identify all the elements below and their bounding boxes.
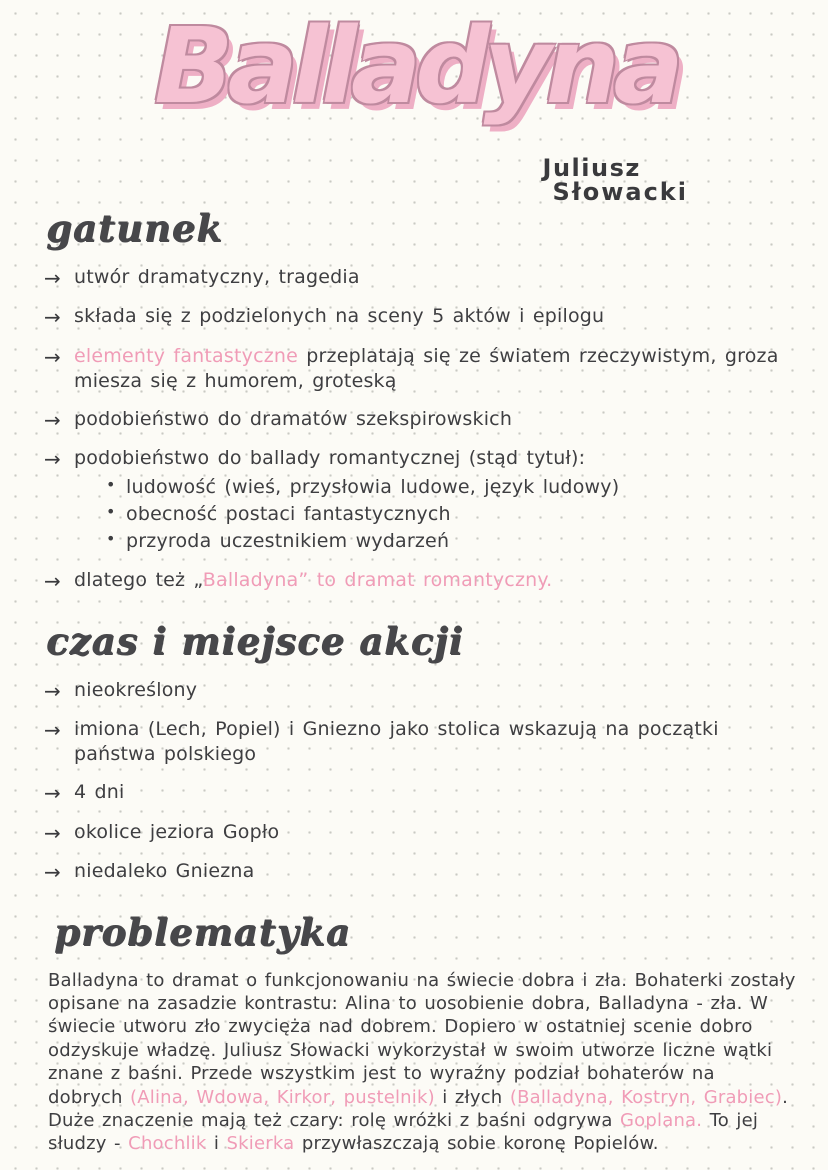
- note-item: [44, 568, 798, 594]
- bullet-icon: •: [106, 475, 116, 495]
- author-last-name: Słowacki: [552, 178, 688, 207]
- section-gatunek: [44, 206, 798, 595]
- section-heading-problematyka: problematyka: [54, 909, 351, 954]
- paragraph-segment-pink: (Alina, Wdowa, Kirkor, pustelnik): [130, 1086, 435, 1108]
- note-text: [74, 407, 798, 433]
- text-segment-pink: Balladyna” to dramat romantyczny.: [202, 569, 553, 592]
- problematyka-paragraph: [48, 969, 796, 1156]
- paragraph-segment: Balladyna to dramat o funkcjonowaniu na świecie dobra i zła. Bohaterki zostały opisane na zasadzie kontrastu: Alina to uosobienie dobra, Balladyna - zła. W świecie utworu zło zwycięża nad dobrem. Dopiero w ostatniej scenie dobro odzyskuje władzę. Juliusz Słowacki wykorzystał w swoim utworze liczne wątki znane z baśni. Przede wszystkim jest to wyraźny podział bohaterów na dobrych: [48, 969, 796, 1108]
- author-name: [543, 156, 688, 205]
- text-segment: dlatego też „: [74, 569, 203, 592]
- note-item: [44, 344, 798, 394]
- text-segment: nieokreślony: [74, 678, 198, 701]
- paragraph-segment: . Duże znaczenie mają też czary: rolę wróżki z baśni odgrywa: [48, 1086, 789, 1131]
- text-segment: utwór dramatyczny, tragedia: [74, 266, 360, 288]
- arrow-icon: →: [44, 407, 61, 432]
- text-segment: niedaleko Gniezna: [74, 860, 255, 883]
- text-segment: imiona (Lech, Popiel) i Gniezno jako stolica wskazują na początki państwa polskiego: [74, 718, 719, 766]
- arrow-icon: →: [44, 820, 61, 845]
- paragraph-segment-pink: (Balladyna, Kostryn, Grabiec): [509, 1086, 783, 1108]
- sub-item-text: ludowość (wieś, przysłowia ludowe, język ludowy): [126, 476, 620, 499]
- arrow-icon: →: [44, 344, 61, 369]
- note-item: [44, 717, 798, 767]
- sub-list-item: [106, 529, 798, 554]
- paragraph-segment-pink: Chochlik: [128, 1133, 207, 1155]
- note-text: [74, 717, 798, 767]
- note-item: [44, 304, 798, 330]
- sub-list: [106, 475, 798, 553]
- arrow-icon: →: [44, 678, 61, 703]
- note-text: [74, 344, 798, 394]
- text-segment: podobieństwo do dramatów szekspirowskich: [74, 407, 513, 430]
- paragraph-segment: To jej słudzy -: [48, 1109, 759, 1155]
- text-segment: przeplatają się ze światem rzeczywistym, groza miesza się z humorem, groteską: [74, 344, 779, 392]
- text-segment: okolice jeziora Gopło: [74, 820, 280, 843]
- note-item: [44, 407, 798, 433]
- section-heading-czas-i-miejsce: czas i miejsce akcji: [46, 618, 464, 663]
- note-text: [74, 446, 798, 555]
- section-heading-gatunek: gatunek: [46, 206, 223, 250]
- note-item: [44, 446, 798, 555]
- note-text: [74, 780, 798, 806]
- text-segment: składa się z podzielonych na sceny 5 aktów i epilogu: [74, 305, 605, 328]
- sub-list-item: [106, 502, 798, 527]
- text-segment: podobieństwo do ballady romantycznej (stąd tytuł):: [74, 447, 586, 470]
- note-text: [74, 678, 798, 704]
- sub-item-text: obecność postaci fantastycznych: [126, 503, 451, 526]
- note-item: [44, 265, 798, 291]
- paragraph-segment-pink: Goplana.: [620, 1109, 703, 1131]
- note-item: [44, 780, 798, 806]
- note-text: [74, 265, 798, 291]
- arrow-icon: →: [44, 266, 61, 290]
- note-text: [74, 304, 798, 330]
- note-text: [74, 820, 798, 846]
- arrow-icon: →: [44, 305, 61, 330]
- author-first-name: Juliusz: [542, 154, 641, 182]
- note-text: [74, 859, 798, 885]
- text-segment: 4 dni: [74, 781, 125, 804]
- bullet-icon: •: [106, 528, 116, 548]
- arrow-icon: →: [44, 781, 61, 806]
- section-problematyka: [44, 910, 798, 1156]
- note-item: [44, 820, 798, 846]
- paragraph-segment: i złych: [434, 1086, 510, 1108]
- paragraph-segment: i: [206, 1133, 227, 1155]
- arrow-icon: →: [44, 447, 61, 472]
- paragraph-segment: przywłaszczają sobie koronę Popielów.: [294, 1133, 659, 1155]
- text-segment-pink: elementy fantastyczne: [74, 344, 299, 367]
- note-item: [44, 859, 798, 885]
- bullet-icon: •: [106, 502, 116, 522]
- note-item: [44, 678, 798, 704]
- page-title: Balladyna: [154, 5, 678, 127]
- note-text: [74, 568, 798, 594]
- sub-list-item: [106, 475, 798, 500]
- arrow-icon: →: [44, 569, 61, 594]
- section-czas-i-miejsce: [44, 619, 798, 886]
- arrow-icon: →: [44, 860, 61, 885]
- paragraph-segment-pink: Skierka: [226, 1133, 295, 1155]
- arrow-icon: →: [44, 718, 61, 743]
- page-header: [44, 5, 798, 207]
- sub-item-text: przyroda uczestnikiem wydarzeń: [126, 529, 450, 552]
